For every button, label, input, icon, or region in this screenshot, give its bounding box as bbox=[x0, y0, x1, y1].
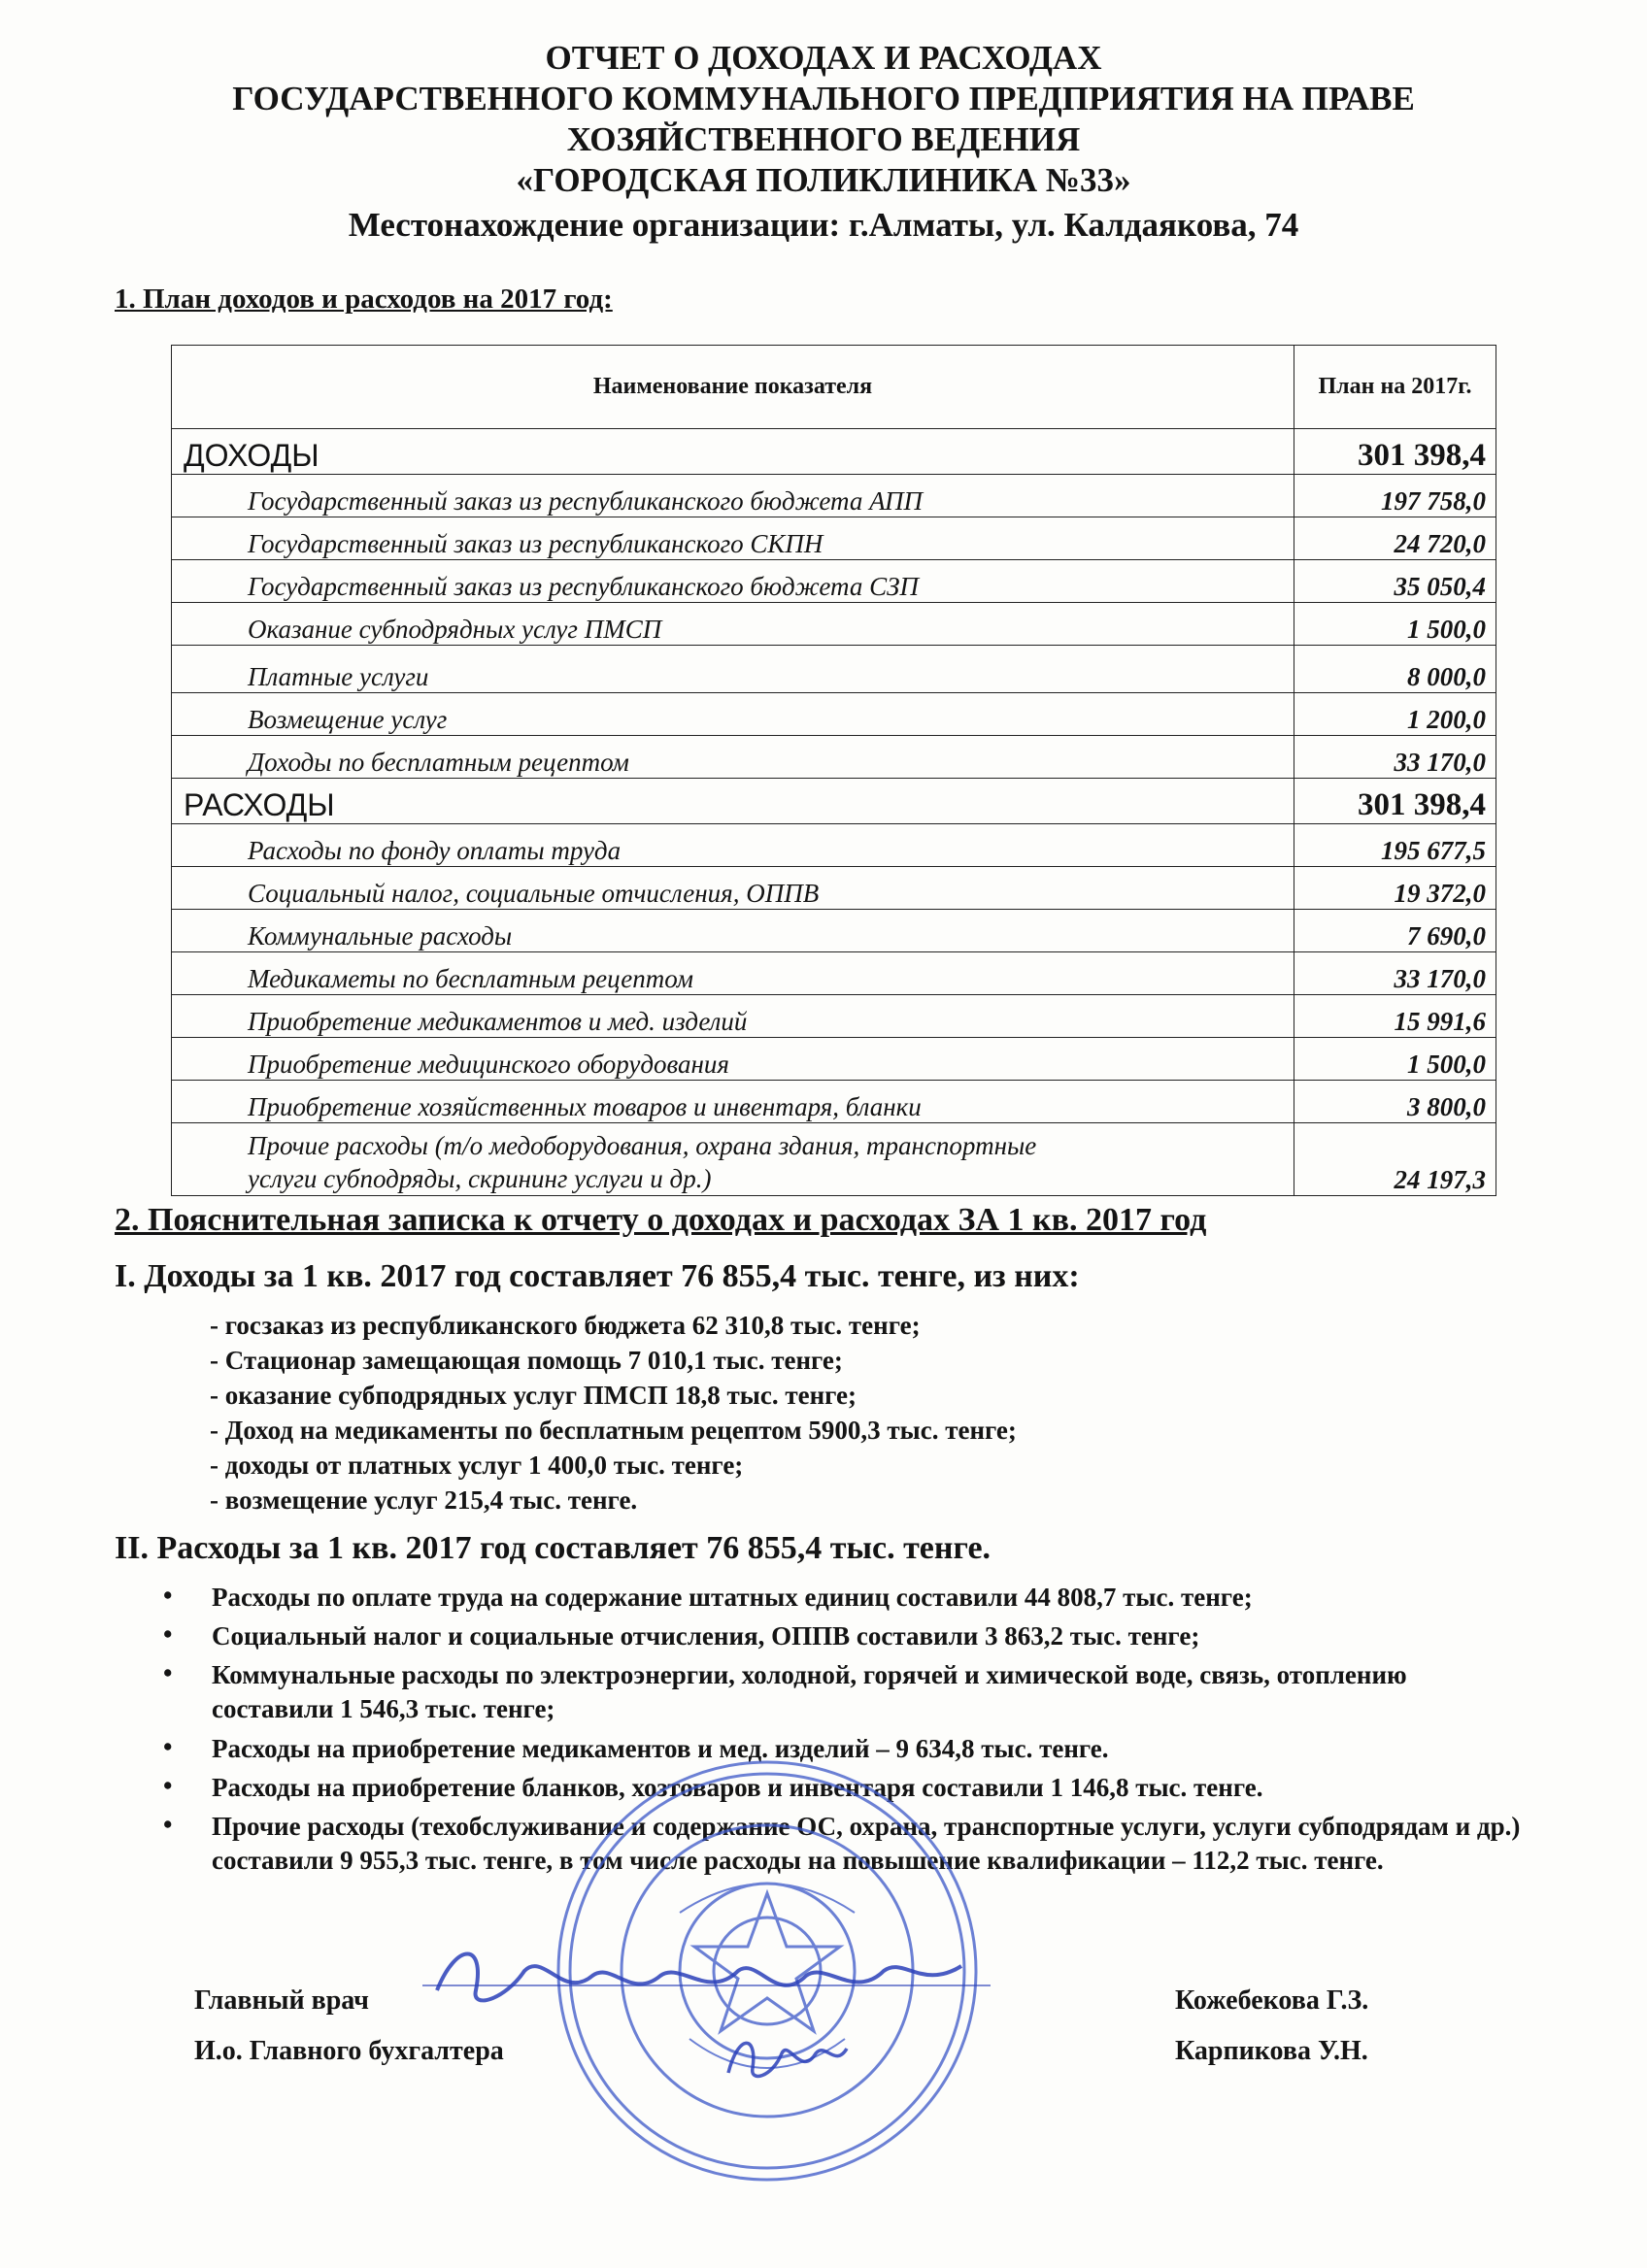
col-header-plan: План на 2017г. bbox=[1294, 346, 1496, 429]
row-name: Государственный заказ из республиканского бюджета АПП bbox=[172, 475, 1294, 517]
report-subtitle-line2: ГОСУДАРСТВЕННОГО КОММУНАЛЬНОГО ПРЕДПРИЯТИЯ НА ПРАВЕ bbox=[232, 80, 1415, 117]
row-name: Платные услуги bbox=[172, 646, 1294, 693]
row-name: Доходы по бесплатным рецептом bbox=[172, 736, 1294, 779]
row-value: 3 800,0 bbox=[1294, 1081, 1496, 1123]
row-value-other: 24 197,3 bbox=[1294, 1123, 1496, 1196]
row-value: 1 500,0 bbox=[1294, 603, 1496, 646]
bullet-icon: • bbox=[163, 1732, 173, 1761]
table-row bbox=[172, 736, 1496, 779]
income-heading: I. Доходы за 1 кв. 2017 год составляет 76 855,4 тыс. тенге, из них: bbox=[115, 1258, 1080, 1294]
row-name: Расходы по фонду оплаты труда bbox=[172, 824, 1294, 867]
organization-name: «ГОРОДСКАЯ ПОЛИКЛИНИКА №33» bbox=[516, 161, 1131, 199]
bullet-icon: • bbox=[163, 1810, 173, 1839]
table-header-row bbox=[172, 346, 1496, 429]
row-name-other bbox=[172, 1123, 1294, 1196]
bullet-icon: • bbox=[163, 1658, 173, 1687]
table-row bbox=[172, 646, 1496, 693]
expense-total: 301 398,4 bbox=[1294, 779, 1496, 824]
row-value: 19 372,0 bbox=[1294, 867, 1496, 910]
table-row bbox=[172, 1038, 1496, 1081]
list-item: - Доход на медикаменты по бесплатным рецептом 5900,3 тыс. тенге; bbox=[210, 1416, 1017, 1445]
organization-location: Местонахождение организации: г.Алматы, ул. Калдаякова, 74 bbox=[348, 206, 1299, 244]
list-item: - госзаказ из республиканского бюджета 62 310,8 тыс. тенге; bbox=[210, 1311, 921, 1340]
report-title: ОТЧЕТ О ДОХОДАХ И РАСХОДАХ bbox=[545, 39, 1102, 77]
bullet-icon: • bbox=[163, 1581, 173, 1610]
list-item: - оказание субподрядных услуг ПМСП 18,8 тыс. тенге; bbox=[210, 1381, 857, 1410]
expense-label: РАСХОДЫ bbox=[172, 779, 1294, 824]
chief-doctor-title: Главный врач bbox=[194, 1985, 369, 2016]
accountant-signature bbox=[719, 2024, 855, 2092]
table-row bbox=[172, 560, 1496, 603]
list-item: - возмещение услуг 215,4 тыс. тенге. bbox=[210, 1485, 638, 1515]
income-total-row bbox=[172, 429, 1496, 475]
row-name: Коммунальные расходы bbox=[172, 910, 1294, 952]
bullet-icon: • bbox=[163, 1619, 173, 1649]
row-name: Государственный заказ из республиканского бюджета СЗП bbox=[172, 560, 1294, 603]
row-name: Социальный налог, социальные отчисления, ОППВ bbox=[172, 867, 1294, 910]
row-name: Приобретение хозяйственных товаров и инвентаря, бланки bbox=[172, 1081, 1294, 1123]
accountant-name: Карпикова У.Н. bbox=[1175, 2036, 1368, 2066]
table-row bbox=[172, 475, 1496, 517]
row-value: 33 170,0 bbox=[1294, 736, 1496, 779]
table-row bbox=[172, 910, 1496, 952]
table-row bbox=[172, 517, 1496, 560]
list-item: - доходы от платных услуг 1 400,0 тыс. тенге; bbox=[210, 1451, 744, 1480]
list-item: Прочие расходы (техобслуживание и содержание ОС, охрана, транспортные услуги, услуги субподрядам и др.) составили 9 955,3 тыс. тенге, в том числе расходы на повышение квалификации – 112,2 тыс. тенге. bbox=[212, 1812, 1521, 1875]
table-row bbox=[172, 1123, 1496, 1196]
other-line1: Прочие расходы (т/о медоборудования, охрана здания, транспортные bbox=[248, 1131, 1037, 1160]
table-row bbox=[172, 693, 1496, 736]
bullet-icon: • bbox=[163, 1771, 173, 1800]
row-name: Приобретение медикаментов и мед. изделий bbox=[172, 995, 1294, 1038]
list-item: Расходы по оплате труда на содержание штатных единиц составили 44 808,7 тыс. тенге; bbox=[212, 1583, 1253, 1612]
table-row bbox=[172, 1081, 1496, 1123]
row-value: 33 170,0 bbox=[1294, 952, 1496, 995]
row-name: Приобретение медицинского оборудования bbox=[172, 1038, 1294, 1081]
table-row bbox=[172, 952, 1496, 995]
accountant-title: И.о. Главного бухгалтера bbox=[194, 2036, 504, 2066]
row-name: Оказание субподрядных услуг ПМСП bbox=[172, 603, 1294, 646]
section2-title: 2. Пояснительная записка к отчету о доходах и расходах ЗА 1 кв. 2017 год bbox=[115, 1202, 1207, 1238]
row-value: 1 200,0 bbox=[1294, 693, 1496, 736]
table-row bbox=[172, 824, 1496, 867]
row-value: 7 690,0 bbox=[1294, 910, 1496, 952]
row-value: 24 720,0 bbox=[1294, 517, 1496, 560]
table-row bbox=[172, 603, 1496, 646]
col-header-name: Наименование показателя bbox=[172, 346, 1294, 429]
list-item: Расходы на приобретение бланков, хозтоваров и инвентаря составили 1 146,8 тыс. тенге. bbox=[212, 1773, 1263, 1802]
row-name: Государственный заказ из республиканского СКПН bbox=[172, 517, 1294, 560]
row-name: Возмещение услуг bbox=[172, 693, 1294, 736]
row-value: 15 991,6 bbox=[1294, 995, 1496, 1038]
chief-doctor-signature bbox=[418, 1932, 1000, 2029]
list-item: - Стационар замещающая помощь 7 010,1 тыс. тенге; bbox=[210, 1346, 843, 1375]
row-value: 1 500,0 bbox=[1294, 1038, 1496, 1081]
table-row bbox=[172, 995, 1496, 1038]
row-value: 35 050,4 bbox=[1294, 560, 1496, 603]
row-value: 197 758,0 bbox=[1294, 475, 1496, 517]
list-item: Коммунальные расходы по электроэнергии, холодной, горячей и химической воде, связь, отоплению составили 1 546,3 тыс. тенге; bbox=[212, 1660, 1407, 1723]
section1-title: 1. План доходов и расходов на 2017 год: bbox=[115, 284, 613, 315]
expense-total-row bbox=[172, 779, 1496, 824]
report-subtitle-line3: ХОЗЯЙСТВЕННОГО ВЕДЕНИЯ bbox=[566, 120, 1081, 158]
expense-heading: II. Расходы за 1 кв. 2017 год составляет 76 855,4 тыс. тенге. bbox=[115, 1530, 992, 1566]
list-item: Расходы на приобретение медикаментов и мед. изделий – 9 634,8 тыс. тенге. bbox=[212, 1734, 1109, 1763]
row-value: 8 000,0 bbox=[1294, 646, 1496, 693]
row-name: Медикаметы по бесплатным рецептом bbox=[172, 952, 1294, 995]
plan-table bbox=[171, 345, 1496, 1196]
table-row bbox=[172, 867, 1496, 910]
income-label: ДОХОДЫ bbox=[172, 429, 1294, 475]
income-total: 301 398,4 bbox=[1294, 429, 1496, 475]
row-value: 195 677,5 bbox=[1294, 824, 1496, 867]
list-item: Социальный налог и социальные отчисления, ОППВ составили 3 863,2 тыс. тенге; bbox=[212, 1621, 1200, 1651]
chief-doctor-name: Кожебекова Г.З. bbox=[1175, 1985, 1369, 2016]
other-line2: услуги субподряды, скрининг услуги и др.) bbox=[248, 1164, 712, 1193]
